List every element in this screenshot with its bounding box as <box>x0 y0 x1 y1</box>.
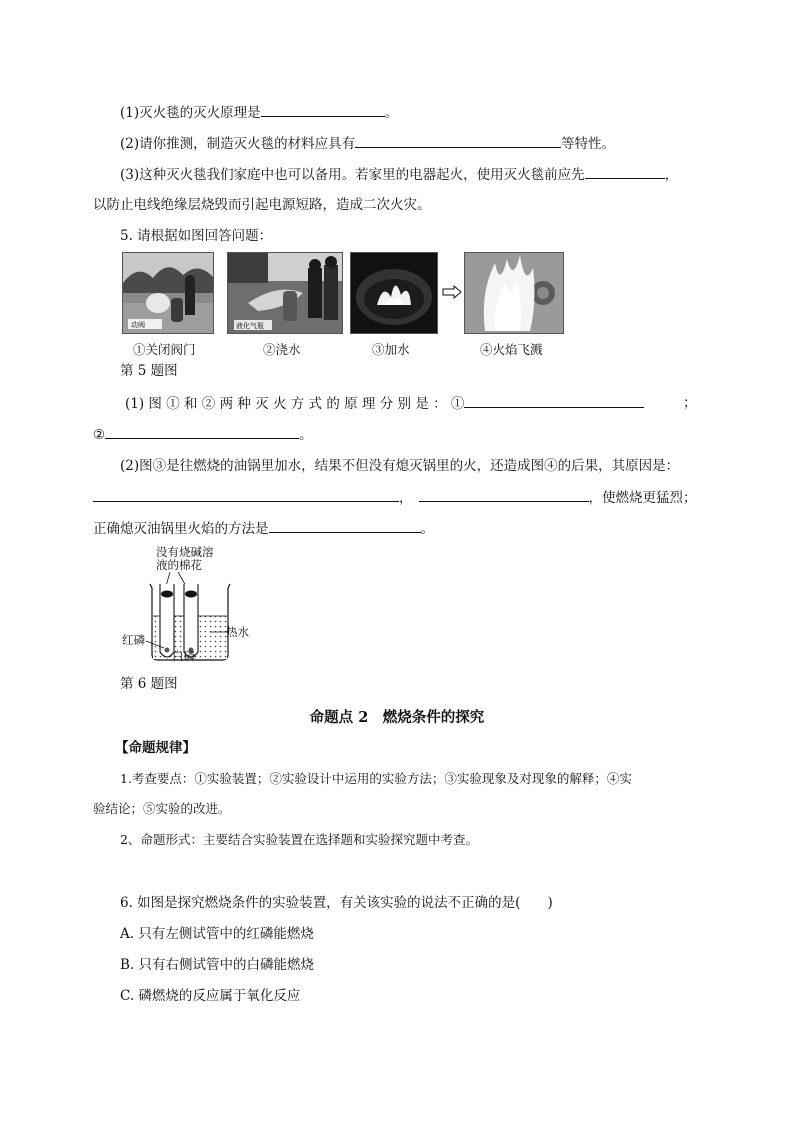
wok-fire-image <box>351 253 437 333</box>
label-cotton-2: 液的棉花 <box>156 558 202 572</box>
q6-option-c[interactable]: C. 磷燃烧的反应属于氧化反应 <box>120 988 301 1004</box>
caption-1: ①关闭阀门 <box>133 342 196 357</box>
caption-4: ④火焰飞溅 <box>480 342 543 357</box>
answer-blank[interactable] <box>93 487 399 502</box>
flame-splash-image <box>465 253 563 333</box>
label-white-phosphorus: 白磷 <box>172 649 195 663</box>
label-hot-water: 热水 <box>226 625 249 639</box>
q4-sub3: (3)这种灭火毯我们家庭中也可以备用。若家里的电器起火，使用灭火毯前应先 ， <box>120 164 678 185</box>
pour-water-image <box>228 253 342 333</box>
q5-stem: 5. 请根据如图回答问题： <box>120 228 273 244</box>
q4-sub1: (1)灭火毯的灭火原理是 。 <box>120 102 398 123</box>
q5-sub2-b: ， ，使燃烧更猛烈； <box>93 487 697 508</box>
photo-flame-splash <box>464 252 564 334</box>
q5-sub1-semicolon: ； <box>683 395 697 411</box>
rule-heading: 【命题规律】 <box>115 740 196 756</box>
label-cotton-1: 没有烧碱溶 <box>156 545 214 559</box>
q5-sub1: (1) 图 ① 和 ② 两 种 灭 火 方 式 的 原 理 分 别 是 ： ① <box>125 393 644 414</box>
section-title: 命题点 2 燃烧条件的探究 <box>309 709 485 726</box>
figure-6-label: 第 6 题图 <box>120 676 178 692</box>
answer-blank[interactable] <box>261 102 385 117</box>
caption-2: ②浇水 <box>263 342 301 357</box>
figure-5-label: 第 5 题图 <box>120 363 178 379</box>
photo-pour-water <box>227 252 343 334</box>
label-red-phosphorus: 红磷 <box>122 633 145 647</box>
q6-option-b[interactable]: B. 只有右侧试管中的白磷能燃烧 <box>120 957 315 973</box>
q6-option-a[interactable]: A. 只有左侧试管中的红磷能燃烧 <box>120 926 314 942</box>
answer-blank[interactable] <box>464 393 644 408</box>
answer-blank[interactable] <box>269 518 421 533</box>
q4-sub3-cont: 以防止电线绝缘层烧毁而引起电源短路，造成二次火灾。 <box>93 197 431 213</box>
answer-blank[interactable] <box>105 424 299 439</box>
answer-blank[interactable] <box>419 487 589 502</box>
arrow-right-icon <box>442 285 462 299</box>
answer-blank[interactable] <box>355 133 561 148</box>
q6-stem: 6. 如图是探究燃烧条件的实验装置，有关该实验的说法不正确的是( ) <box>120 895 553 911</box>
q5-sub2: (2)图③是往燃烧的油锅里加水，结果不但没有熄灭锅里的火，还造成图④的后果，其原因是： <box>120 458 680 474</box>
photo-close-valve <box>122 252 214 334</box>
rule-2: 2、命题形式：主要结合实验装置在选择题和实验探究题中考查。 <box>120 832 478 847</box>
caption-3: ③加水 <box>372 342 410 357</box>
photo-label: 液化气瓶 <box>236 322 264 330</box>
rule-1: 1.考查要点：①实验装置；②实验设计中运用的实验方法；③实验现象及对现象的解释；④实 <box>120 771 632 786</box>
q5-sub1-b: ② 。 <box>93 424 313 445</box>
q4-sub2: (2)请你推测，制造灭火毯的材料应具有 等特性。 <box>120 133 615 154</box>
q5-sub2-c: 正确熄灭油锅里火焰的方法是 。 <box>93 518 434 539</box>
rule-1-cont: 验结论；⑤实验的改进。 <box>93 801 231 816</box>
photo-label: 动阀 <box>131 321 145 329</box>
answer-blank[interactable] <box>585 164 665 179</box>
close-valve-image <box>123 253 213 333</box>
combustion-apparatus-diagram <box>118 544 258 668</box>
photo-add-water <box>350 252 438 334</box>
